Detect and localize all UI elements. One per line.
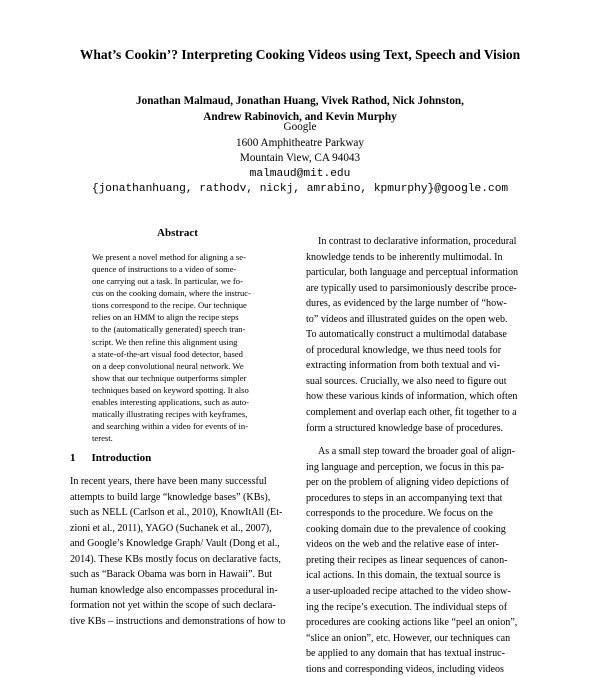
text-line: sual sources. Crucially, we also need to figure out (306, 375, 507, 387)
text-line: to the (automatically generated) speech tran- (92, 324, 246, 335)
author-email: malmaud@mit.edu (249, 167, 351, 180)
text-line: dures, as evidenced by the large number of “how- (306, 298, 507, 310)
author-emails-google: {jonathanhuang, rathodv, nickj, amrabino, kpmurphy}@google.com (91, 183, 509, 195)
affiliation-city: Mountain View, CA 94043 (239, 152, 361, 164)
text-line: ing the recipe’s execution. The individual steps of (306, 601, 508, 613)
text-line: complement and overlap each other, fit together to a (306, 407, 517, 419)
text-line: procedures are cooking actions like “peel an onion”, (306, 617, 518, 629)
text-line: tions and corresponding videos, including videos (306, 663, 504, 675)
text-line: form a structured knowledge base of procedures. (306, 422, 504, 434)
section-heading-introduction (70, 452, 151, 464)
text-line: and searching within a video for events of in- (92, 421, 249, 432)
text-line: script. We then refine this alignment using (92, 336, 238, 347)
text-line: ical actions. In this domain, the textual source is (306, 570, 501, 582)
right-column-text (306, 234, 531, 677)
text-line: videos on the web and the relative ease of inter- (306, 539, 499, 551)
text-line: zioni et al., 2011), YAGO (Suchanek et al., 2007), (70, 522, 272, 534)
text-line: procedures to steps in an accompanying text that (306, 492, 503, 504)
text-line: cus on the cooking domain, where the instruc- (92, 288, 251, 299)
text-line: formation not yet within the scope of such declara- (70, 600, 276, 611)
text-line: 2014). These KBs mostly focus on declarative facts, (70, 553, 281, 565)
text-line: quence of instructions to a video of some- (92, 264, 237, 275)
author-line: Jonathan Malmaud, Jonathan Huang, Vivek Rathod, Nick Johnston, (136, 95, 464, 107)
text-line: particular, both language and perceptual information (306, 267, 519, 279)
text-line: We present a novel method for aligning a se- (92, 252, 246, 262)
text-line: ing language and perception, we focus in this pa- (306, 461, 505, 473)
text-line: terest. (92, 433, 113, 444)
text-line: show that our technique outperforms simpler (92, 372, 247, 383)
paper-title: What’s Cookin’? Interpreting Cooking Videos using Text, Speech and Vision (79, 47, 521, 62)
text-line: a state-of-the-art visual food detector, based (92, 348, 243, 359)
text-line: of procedural knowledge, we thus need tools for (306, 344, 502, 356)
text-line: “slice an onion”, etc. However, our techniques can (306, 632, 511, 644)
text-line: attempts to build large “knowledge bases” (KBs), (70, 491, 271, 503)
paragraph-gap (306, 436, 531, 444)
text-line: tive KBs – instructions and demonstrations of how to (70, 615, 286, 627)
text-line: how these various kinds of information, which often (306, 391, 518, 403)
affiliation-org: Google (283, 121, 317, 133)
text-line: relies on an HMM to align the recipe steps (92, 312, 239, 323)
text-line: one carrying out a task. In particular, we fo- (92, 276, 243, 287)
abstract-body (92, 251, 279, 444)
text-line: As a small step toward the broader goal of align- (318, 446, 516, 458)
text-line: on a deep convolutional neural network. We (92, 360, 244, 371)
text-line: preting their recipes as linear sequences of canon- (306, 554, 508, 566)
text-line: techniques based on keyword spotting. It also (92, 384, 249, 395)
text-line: To automatically construct a multimodal database (306, 329, 507, 341)
text-line: to” videos and illustrated guides on the open web. (306, 313, 508, 325)
text-line: per on the problem of aligning video depictions of (306, 477, 509, 489)
text-line: tions correspond to the recipe. Our technique (92, 300, 247, 311)
text-line: cooking domain due to the prevalence of cooking (306, 523, 506, 535)
affiliation-block (0, 120, 600, 198)
text-line: such as “Barack Obama was born in Hawaii”. But (70, 569, 273, 580)
section-number: 1 (70, 452, 76, 464)
text-line: matically illustrating recipes with keyframes, (92, 409, 248, 420)
text-line: and Google’s Knowledge Graph/ Vault (Dong et al., (70, 538, 280, 549)
introduction-body (70, 474, 291, 629)
text-line: In contrast to declarative information, procedural (318, 236, 517, 247)
section-title: Introduction (91, 452, 152, 464)
text-line: human knowledge also encompasses procedural in- (70, 584, 278, 596)
author-line: Andrew Rabinovich, and Kevin Murphy (203, 110, 397, 123)
text-line: be applied to any domain that has textual instruc- (306, 648, 506, 660)
text-line: enables interesting applications, such as auto- (92, 396, 250, 407)
text-line: corresponds to the procedure. We focus on the (306, 508, 493, 520)
text-line: are typically used to parsimoniously describe proce- (306, 282, 517, 294)
abstract-heading: Abstract (157, 227, 198, 239)
text-line: extracting information from both textual and vi- (306, 360, 500, 372)
text-line: In recent years, there have been many successful (70, 476, 267, 487)
affiliation-street: 1600 Amphitheatre Parkway (235, 136, 364, 149)
text-line: a user-uploaded recipe attached to the video show- (306, 586, 511, 598)
text-line: knowledge tends to be inherently multimodal. In (306, 251, 503, 263)
text-line: such as NELL (Carlson et al., 2010), KnowItAll (Et- (70, 507, 283, 518)
